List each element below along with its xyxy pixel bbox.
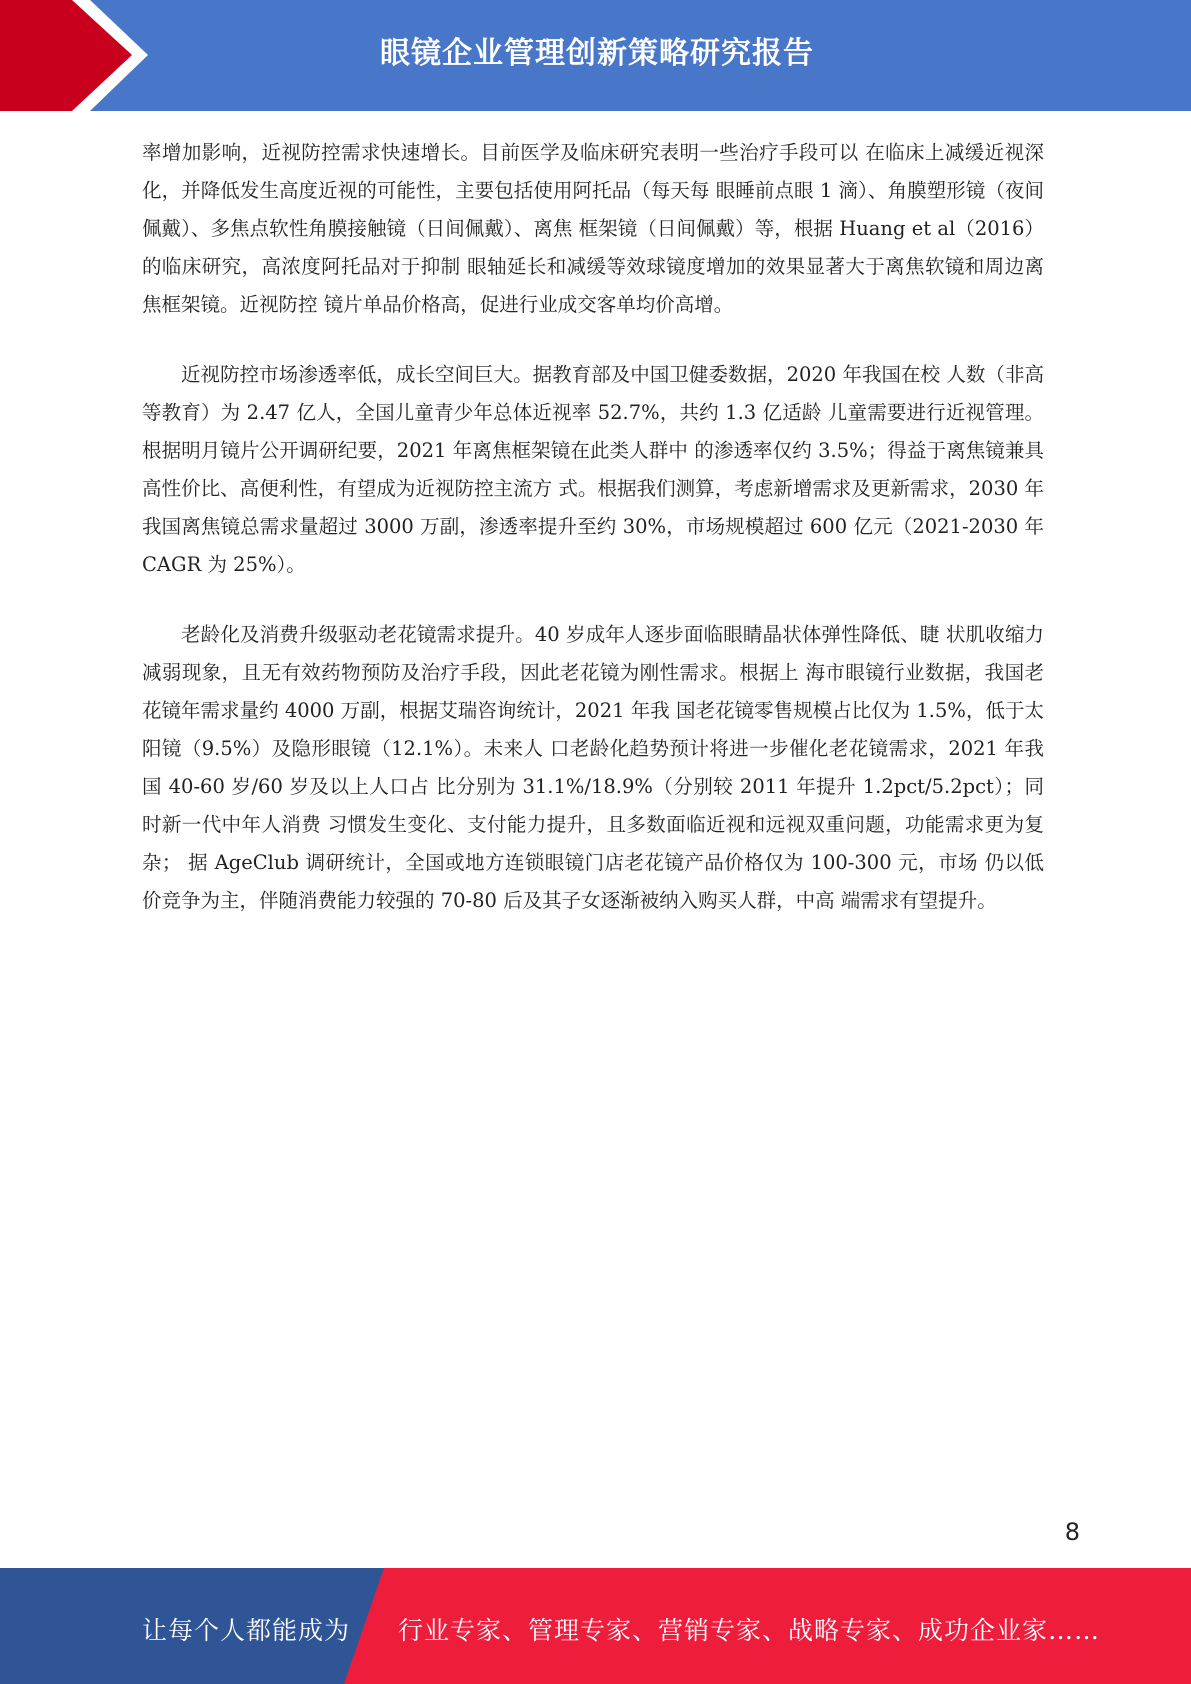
paragraph-myopia-market-penetration: 近视防控市场渗透率低，成长空间巨大。据教育部及中国卫健委数据，2020 年我国在校 人数（非高等教育）为 2.47 亿人，全国儿童青少年总体近视率 52.7%，共约 1.3 亿适龄 儿童需要进行近视管理。根据明月镜片公开调研纪要，2021 年离焦框架镜在此类人群中 的渗透率仅约 3.5%；得益于离焦镜兼具高性价比、高便利性，有望成为近视防控主流方 式。根据我们测算，考虑新增需求及更新需求，2030 年我国离焦镜总需求量超过 3000 万副，渗透率提升至约 30%，市场规模超过 600 亿元（2021-2030 年 CAGR 为 25%）。 <box>142 363 1044 576</box>
document-body <box>142 134 1044 952</box>
footer-slogan-lead: 让每个人都能成为 <box>142 1616 351 1645</box>
report-title: 眼镜企业管理创新策略研究报告 <box>380 36 814 71</box>
footer-slogan-roles: 行业专家、管理专家、营销专家、战略专家、成功企业家…… <box>398 1616 1101 1645</box>
paragraph-presbyopia-demand: 老龄化及消费升级驱动老花镜需求提升。40 岁成年人逐步面临眼睛晶状体弹性降低、睫 状肌收缩力减弱现象，且无有效药物预防及治疗手段，因此老花镜为刚性需求。根据上 海市眼镜行业数据，我国老花镜年需求量约 4000 万副，根据艾瑞咨询统计，2021 年我 国老花镜零售规模占比仅为 1.5%，低于太阳镜（9.5%）及隐形眼镜（12.1%）。未来人 口老龄化趋势预计将进一步催化老花镜需求，2021 年我国 40-60 岁/60 岁及以上人口占 比分别为 31.1%/18.9%（分别较 2011 年提升 1.2pct/5.2pct）；同时新一代中年人消费 习惯发生变化、支付能力提升，且多数面临近视和远视双重问题，功能需求更为复杂； 据 AgeClub 调研统计，全国或地方连锁眼镜门店老花镜产品价格仅为 100-300 元，市场 仍以低价竞争为主，伴随消费能力较强的 70-80 后及其子女逐渐被纳入购买人群，中高 端需求有望提升。 <box>142 623 1044 912</box>
paragraph-myopia-control-demand: 率增加影响，近视防控需求快速增长。目前医学及临床研究表明一些治疗手段可以 在临床上减缓近视深化，并降低发生高度近视的可能性，主要包括使用阿托品（每天每 眼睡前点眼 1 滴）、角膜塑形镜（夜间佩戴）、多焦点软性角膜接触镜（日间佩戴）、离焦 框架镜（日间佩戴）等，根据 Huang et al（2016）的临床研究，高浓度阿托品对于抑制 眼轴延长和减缓等效球镜度增加的效果显著大于离焦软镜和周边离焦框架镜。近视防控 镜片单品价格高，促进行业成交客单均价高增。 <box>142 141 1044 316</box>
header-red-chevron <box>0 0 160 111</box>
page-footer <box>0 1568 1191 1684</box>
page-header <box>0 0 1191 111</box>
page-number: 8 <box>1064 1518 1080 1546</box>
